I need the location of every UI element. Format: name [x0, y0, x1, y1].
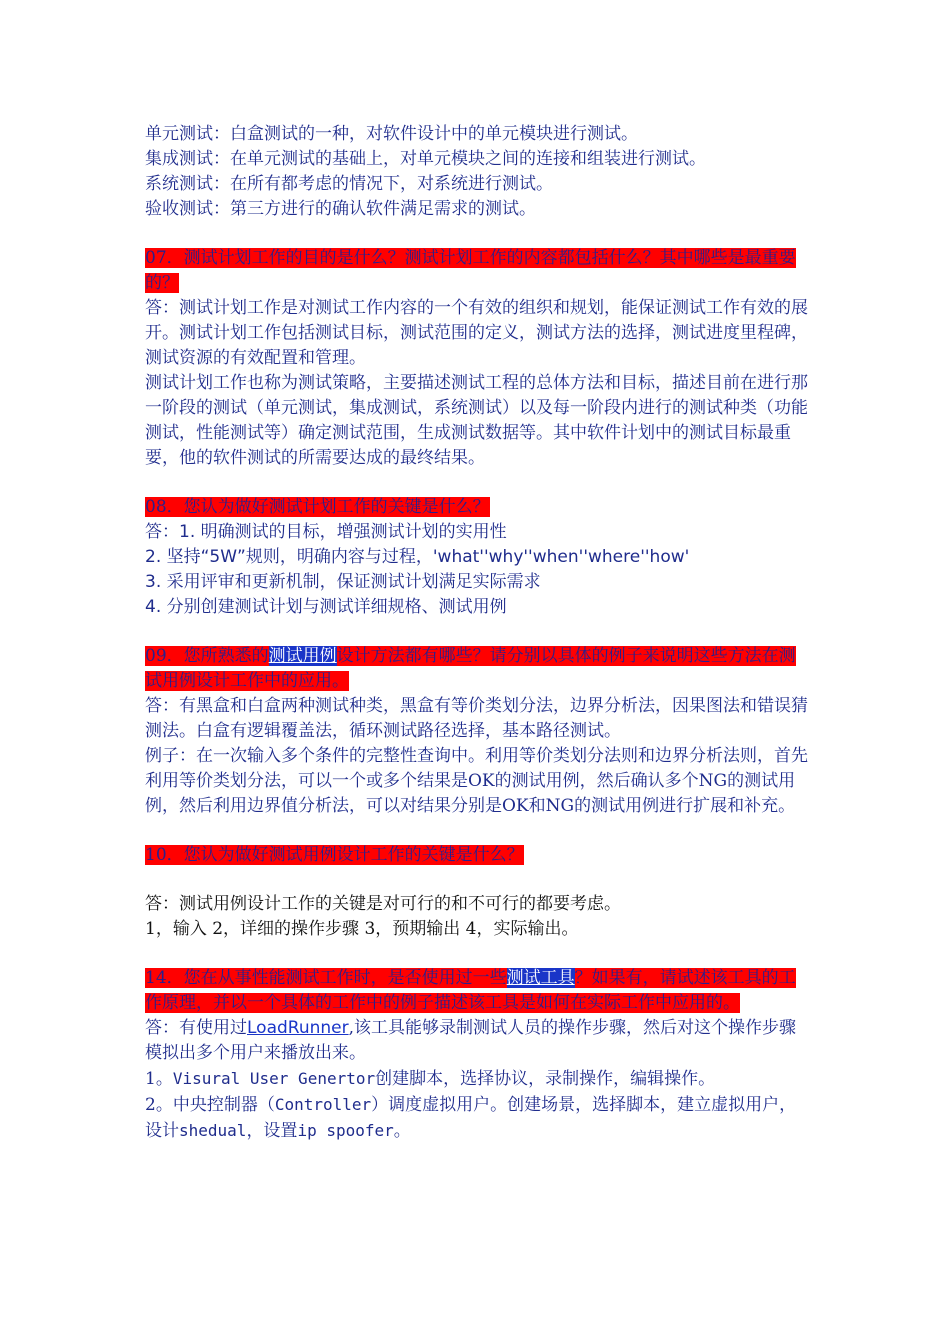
answer-07-part2: 测试计划工作也称为测试策略，主要描述测试工程的总体方法和目标，描述目前在进行那一阶段的测试（单元测试，集成测试，系统测试）以及每一阶段内进行的测试种类（功能测试，性能测试等）确定测试范围，生成测试数据等。其中软件计划中的测试目标最重要，他的软件测试的所需要达成的最终结果。: [145, 373, 808, 468]
question-10: 10．您认为做好测试用例设计工作的关键是什么？: [145, 845, 524, 865]
answer-09-part1: 答：有黑盒和白盒两种测试种类，黑盒有等价类划分法，边界分析法，因果图法和错误猜测法。白盒有逻辑覆盖法，循环测试路径选择，基本路径测试。: [145, 696, 808, 741]
answer-07-part1: 答：测试计划工作是对测试工作内容的一个有效的组织和规划，能保证测试工作有效的展开。测试计划工作包括测试目标，测试范围的定义，测试方法的选择，测试进度里程碑，测试资源的有效配置和管理。: [145, 298, 808, 368]
answer-14-step-1: 1。Visural User Genertor创建脚本，选择协议，录制操作，编辑操作。: [145, 1069, 716, 1089]
question-07: 07．测试计划工作的目的是什么？测试计划工作的内容都包括什么？其中哪些是最重要的？: [145, 248, 796, 293]
intro-integration-test: 集成测试：在单元测试的基础上，对单元模块之间的连接和组装进行测试。: [145, 149, 706, 169]
answer-09-part2: 例子：在一次输入多个条件的完整性查询中。利用等价类划分法则和边界分析法则，首先利用等价类划分法，可以一个或多个结果是OK的测试用例，然后确认多个NG的测试用例，然后利用边界值分析法，可以对结果分别是OK和NG的测试用例进行扩展和补充。: [145, 746, 808, 816]
intro-system-test: 系统测试：在所有都考虑的情况下，对系统进行测试。: [145, 174, 553, 194]
document-page: [145, 122, 810, 1144]
answer-08-item-3: 3. 采用评审和更新机制，保证测试计划满足实际需求: [145, 572, 541, 592]
intro-unit-test: 单元测试：白盒测试的一种，对软件设计中的单元模块进行测试。: [145, 124, 638, 144]
answer-14-step-2: 2。中央控制器（Controller）调度虚拟用户。创建场景，选择脚本，建立虚拟用户，设计shedual，设置ip spoofer。: [145, 1095, 797, 1141]
answer-10-part2: 1，输入 2，详细的操作步骤 3，预期输出 4，实际输出。: [145, 919, 579, 939]
question-09: 09．您所熟悉的测试用例设计方法都有哪些？请分别以具体的例子来说明这些方法在测试用例设计工作中的应用。: [145, 646, 796, 691]
test-tool-link[interactable]: 测试工具: [506, 968, 575, 988]
answer-08-item-1: 答：1. 明确测试的目标，增强测试计划的实用性: [145, 522, 507, 542]
intro-acceptance-test: 验收测试：第三方进行的确认软件满足需求的测试。: [145, 199, 536, 219]
answer-10-part1: 答：测试用例设计工作的关键是对可行的和不可行的都要考虑。: [145, 894, 621, 914]
question-14: 14．您在从事性能测试工作时，是否使用过一些测试工具？如果有，请试述该工具的工作原理，并以一个具体的工作中的例子描述该工具是如何在实际工作中应用的。: [145, 968, 796, 1013]
answer-14: 答：有使用过LoadRunner,该工具能够录制测试人员的操作步骤，然后对这个操作步骤模拟出多个用户来播放出来。: [145, 1018, 797, 1063]
answer-08-item-2: 2. 坚持“5W”规则，明确内容与过程，'what''why''when''where''how': [145, 547, 690, 567]
question-08: 08．您认为做好测试计划工作的关键是什么？: [145, 497, 490, 517]
loadrunner-link[interactable]: LoadRunner: [247, 1018, 349, 1038]
test-case-link[interactable]: 测试用例: [268, 646, 337, 666]
answer-08-item-4: 4. 分别创建测试计划与测试详细规格、测试用例: [145, 597, 507, 617]
